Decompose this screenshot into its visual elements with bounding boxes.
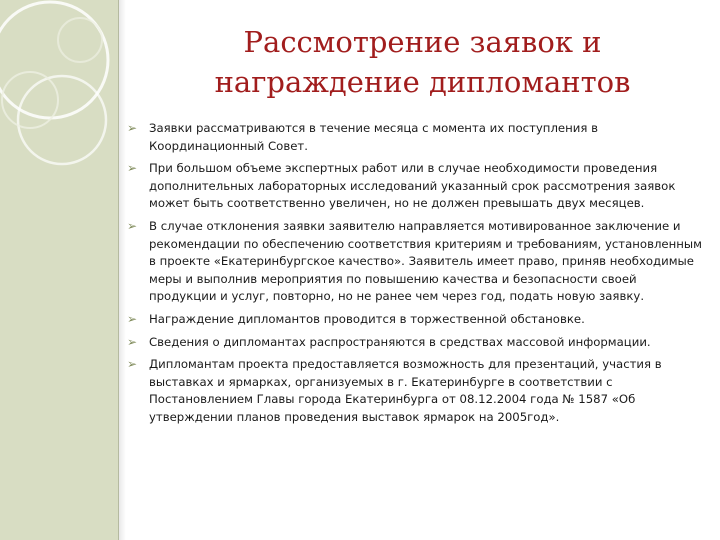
arrow-bullet-icon: ➢ — [127, 161, 138, 176]
bullet-text: При большом объеме экспертных работ или в случае необходимости проведения дополнительных лабораторных исследований указанный срок рассмотрения заявок может быть соответственно увеличен, но не должен превышать двух месяцев. — [149, 161, 676, 211]
bullet-text: Дипломантам проекта предоставляется возможность для презентаций, участия в выставках и ярмарках, организуемых в г. Екатеринбурге в соответствии с Постановлением Главы города Екатеринбурга от 08.12.2004 года № 1587 «Об утверждении планов проведения выставок ярмарок на 2005год». — [149, 357, 662, 424]
arrow-bullet-icon: ➢ — [127, 334, 138, 349]
sidebar-shadow — [118, 0, 126, 540]
bullet-item — [127, 334, 702, 352]
bullet-text: В случае отклонения заявки заявителю направляется мотивированное заключение и рекомендации по обеспечению соответствия критериям и требованиям, установленным в проекте «Екатеринбургское качество». Заявитель имеет право, приняв необходимые меры и выполнив мероприятия по повышению качества и безопасности своей продукции и услуг, повторно, но не ранее чем через год, подать новую заявку. — [149, 218, 702, 304]
decorative-circles-graphic — [0, 0, 118, 540]
title-line-1: Рассмотрение заявок и — [243, 25, 602, 59]
bullet-list — [127, 120, 702, 432]
arrow-bullet-icon: ➢ — [127, 121, 138, 135]
slide-title — [140, 22, 705, 102]
bullet-item — [127, 160, 702, 213]
arrow-bullet-icon: ➢ — [127, 218, 138, 233]
bullet-item — [127, 356, 702, 426]
bullet-item — [127, 120, 702, 155]
bullet-text: Заявки рассматриваются в течение месяца с момента их поступления в Координационный Совет. — [149, 121, 598, 153]
bullet-item — [127, 311, 702, 329]
bullet-text: Награждение дипломантов проводится в торжественной обстановке. — [149, 311, 585, 326]
bullet-text: Сведения о дипломантах распространяются в средствах массовой информации. — [149, 334, 651, 349]
bullet-item — [127, 218, 702, 306]
decorative-sidebar — [0, 0, 119, 540]
arrow-bullet-icon: ➢ — [127, 311, 138, 326]
arrow-bullet-icon: ➢ — [127, 357, 138, 372]
title-line-2: награждение дипломантов — [214, 65, 631, 99]
